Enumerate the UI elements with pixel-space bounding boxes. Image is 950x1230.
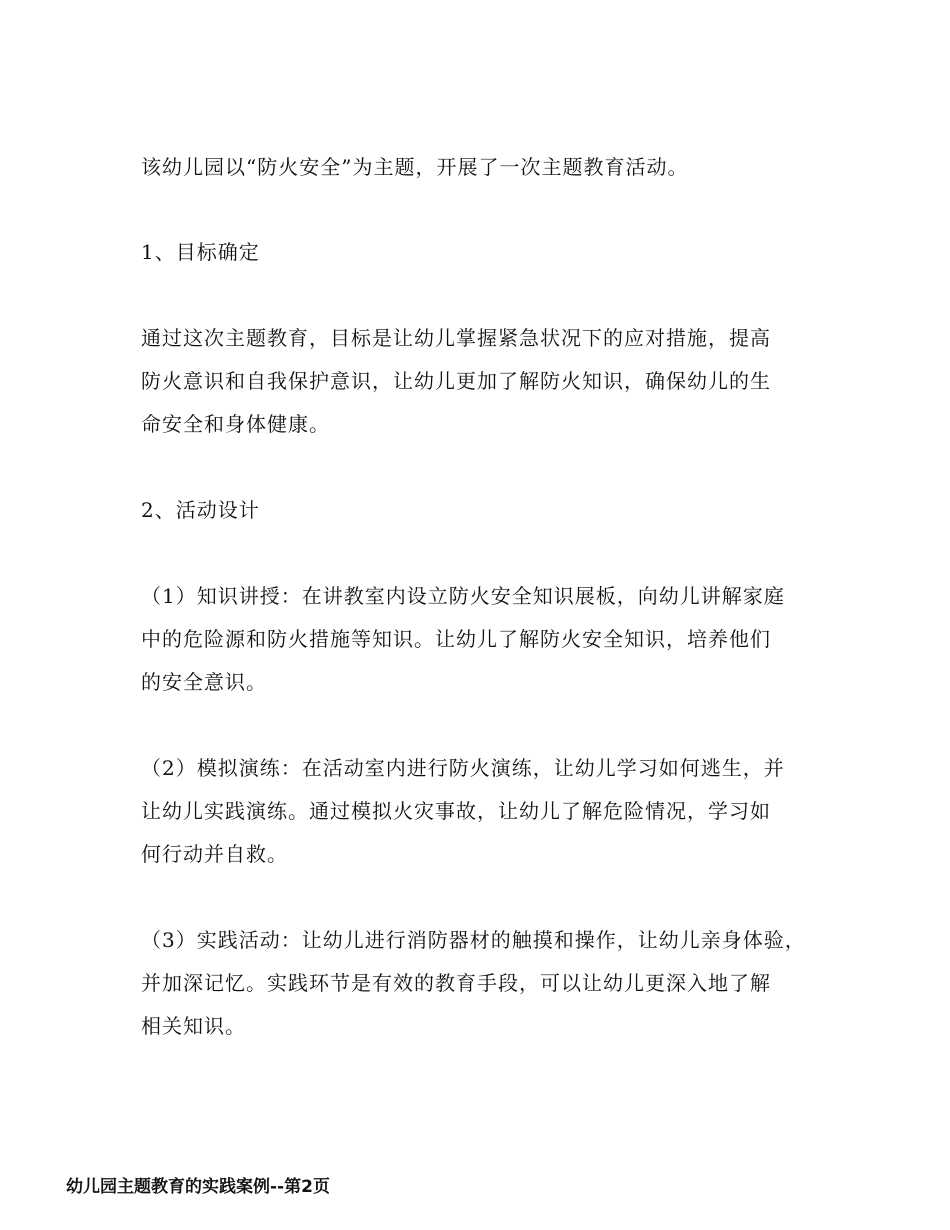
goals-paragraph-line: 命安全和身体健康。 bbox=[141, 412, 330, 436]
section-heading-goals: 1、目标确定 bbox=[141, 240, 260, 264]
design-item-2-line: （2）模拟演练：在活动室内进行防火演练，让幼儿学习如何逃生，并 bbox=[141, 756, 785, 780]
design-item-1-line: 中的危险源和防火措施等知识。让幼儿了解防火安全知识，培养他们 bbox=[141, 627, 771, 651]
design-item-3-line: 相关知识。 bbox=[141, 1014, 246, 1038]
design-item-2-line: 让幼儿实践演练。通过模拟火灾事故，让幼儿了解危险情况，学习如 bbox=[141, 799, 771, 823]
design-item-1-line: 的安全意识。 bbox=[141, 670, 267, 694]
goals-paragraph-line: 通过这次主题教育，目标是让幼儿掌握紧急状况下的应对措施，提高 bbox=[141, 326, 771, 350]
goals-paragraph-line: 防火意识和自我保护意识，让幼儿更加了解防火知识，确保幼儿的生 bbox=[141, 369, 771, 393]
design-item-3-line: （3）实践活动：让幼儿进行消防器材的触摸和操作，让幼儿亲身体验， bbox=[141, 928, 806, 952]
design-item-1-line: （1）知识讲授：在讲教室内设立防火安全知识展板，向幼儿讲解家庭 bbox=[141, 584, 785, 608]
design-item-3-line: 并加深记忆。实践环节是有效的教育手段，可以让幼儿更深入地了解 bbox=[141, 971, 771, 995]
section-heading-design: 2、活动设计 bbox=[141, 498, 260, 522]
intro-paragraph: 该幼儿园以“防火安全”为主题，开展了一次主题教育活动。 bbox=[141, 155, 689, 179]
page-footer: 幼儿园主题教育的实践案例--第2页 bbox=[66, 1177, 330, 1197]
design-item-2-line: 何行动并自救。 bbox=[141, 842, 288, 866]
